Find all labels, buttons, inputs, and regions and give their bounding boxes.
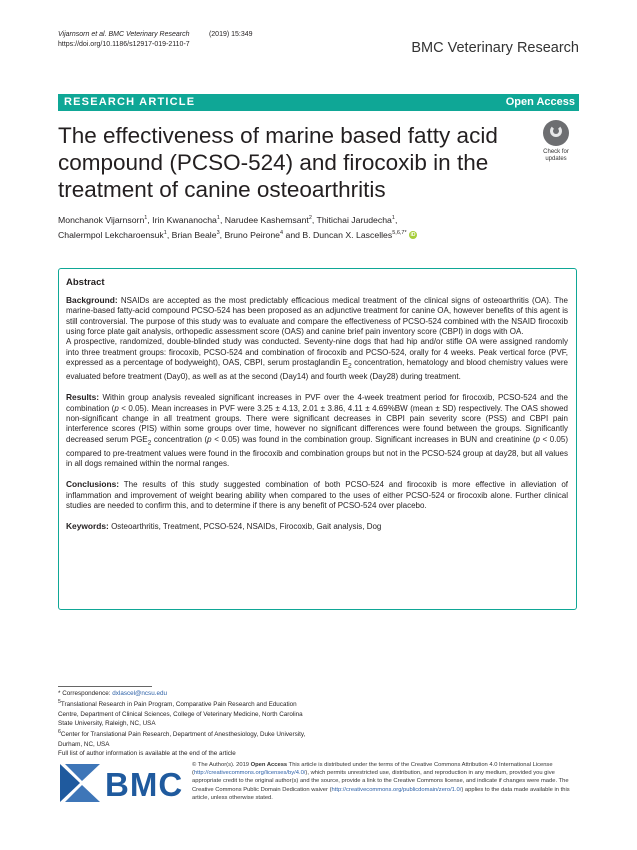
results-text-d: < 0.05) was found in the combination group. Significant increases in BUN and creatinine ( (211, 434, 536, 444)
author-list: Monchanok Vijarnsorn$^1$, Irin Kwananocha$^1$, Narudee Kashemsant$^2$, Thitichai Jarudecha$^1$, Chalermpol Lekcharoensuk$^1$, Brian Beale$^3$, Bruno Peirone$^4$ and B. Duncan X. Lascelles$^{5,6,7*}$ iD (58, 214, 416, 240)
keywords-label: Keywords: (66, 521, 109, 532)
author-affiliation: 4 (280, 229, 284, 236)
citation-header (58, 30, 253, 50)
citation-authors: Vijarnsorn et al. BMC Veterinary Research (58, 31, 190, 38)
author-name[interactable]: Thitichai Jarudecha (316, 214, 392, 225)
abstract-body (66, 295, 568, 533)
affiliation-number: 6 (58, 729, 61, 736)
p-value-symbol: p (114, 403, 119, 413)
copyright-text: © The Author(s). 2019 (192, 762, 251, 768)
open-access-label: Open Access (505, 96, 575, 108)
cc-zero-link[interactable]: http://creativecommons.org/publicdomain/zero/1.0/ (331, 786, 462, 793)
conclusions-text: The results of this study suggested combination of both PCSO-524 and firocoxib is more effective in alleviation of inflammation and improvement of weight bearing ability when compared to the uses of either PCSO-524 or firocoxib alone. Further clinical studies are needed to confirm this, and to determine if there is any benefit of PCSO-524 over placebo. (66, 480, 568, 511)
bmc-logo (58, 762, 193, 804)
background-label: Background: (66, 295, 118, 305)
results-subscript: 2 (147, 439, 152, 447)
author-name[interactable]: B. Duncan X. Lascelles (302, 229, 393, 240)
abstract-conclusions (66, 479, 568, 511)
author-affiliation: 1 (216, 215, 220, 221)
author-affiliation: 5,6,7* (392, 229, 407, 236)
abstract-background (66, 295, 568, 337)
crossmark-icon (543, 120, 569, 146)
crossmark-line2: updates (545, 156, 567, 162)
author-name[interactable]: Narudee Kashemsant (224, 214, 309, 225)
author-name[interactable]: Brian Beale (171, 229, 217, 240)
results-label: Results: (66, 392, 100, 403)
orcid-icon[interactable]: iD (410, 232, 416, 239)
results-text-c: concentration ( (151, 434, 208, 444)
affiliation-5: Translational Research in Pain Program, Comparative Pain Research and Education Centre, Department of Clinical Sciences, College of Veterinary Medicine, North Carolina State University, Raleigh, NC, USA (58, 701, 303, 727)
methods-text-b: concentration, hematology and blood chemistry values were evaluated before treatment (Day0), as well as at the second (Day14) and fourth week (Day28) during treatment. (66, 358, 568, 381)
methods-text-a: A prospective, randomized, double-blinded study was conducted. Seventy-nine dogs that had hip and/or stifle OA were assigned randomly into three treatment groups: firocoxib, PCSO-524 and combination of firocoxib and PCSO-524, orally for 4 weeks. Peak vertical force (PVF, expressed as a percentage of bodyweight), OAS, CBPI, serum prostaglandin E (66, 337, 568, 368)
abstract-methods (66, 337, 568, 382)
crossmark-line1: Check for (543, 149, 569, 155)
results-text-a: Within group analysis revealed significant increases in PVF over the 4-week treatment period for firocoxib, PCSO-524 and the combination ( (66, 393, 568, 413)
results-text-e: < 0.05) compared to pre-treatment values were found in the firocoxib and combination groups but not in the PCSO-524 group at day28, but all values in all dogs remained within the normal ranges. (66, 434, 568, 468)
license-text-3: ) applies to the data made available in this article, unless otherwise stated. (192, 786, 570, 801)
author-affiliation: 3 (216, 229, 220, 236)
footnote-divider (58, 686, 152, 687)
author-name[interactable]: Chalermpol Lekcharoensuk (58, 229, 164, 240)
article-type: RESEARCH ARTICLE (64, 96, 196, 108)
abstract-results (66, 392, 568, 469)
footnotes (58, 689, 308, 758)
abstract-box (58, 268, 577, 610)
bmc-logo-text: BMC (105, 766, 184, 803)
author-name[interactable]: Bruno Peirone (224, 229, 281, 240)
author-name[interactable]: Monchanok Vijarnsorn (58, 214, 145, 225)
correspondence-email-link[interactable]: dxlascel@ncsu.edu (112, 690, 167, 697)
article-title: The effectiveness of marine based fatty acid compound (PCSO-524) and firocoxib in the treatment of canine osteoarthritis (58, 123, 498, 202)
correspondence-label: * Correspondence: (58, 690, 113, 697)
citation-volume: (2019) 15:349 (208, 31, 253, 38)
p-value-symbol: p (207, 434, 212, 444)
cc-by-license-link[interactable]: http://creativecommons.org/licenses/by/4.0/ (193, 770, 306, 777)
author-affiliation: 1 (391, 215, 395, 221)
check-for-updates-button[interactable] (534, 120, 578, 164)
open-access-bold: Open Access (250, 762, 288, 768)
background-text: NSAIDs are accepted as the most predictably efficacious medical treatment of the clinical signs of osteoarthritis (OA). The marine-based fatty-acid compound PCSO-524 has been proposed as an adjunctive treatment for canine OA, however benefits of this agent is still controversial. The purpose of this study was to evaluate and compare the effectiveness of PCSO-524 combined with the NSAID firocoxib using force plate gait analysis, orthopedic assessment score (OAS) and canine brief pain inventory score (CBPI) in dogs with OA. (66, 296, 568, 337)
article-type-banner (58, 94, 579, 111)
conclusions-label: Conclusions: (66, 479, 120, 490)
author-name[interactable]: Irin Kwananocha (152, 214, 217, 225)
keywords-text: Osteoarthritis, Treatment, PCSO-524, NSAIDs, Firocoxib, Gait analysis, Dog (111, 522, 382, 532)
affiliation-6: Center for Translational Pain Research, Department of Anesthesiology, Duke University, Durham, NC, USA (58, 731, 306, 748)
author-affiliation: 1 (163, 229, 167, 236)
methods-subscript: 2 (347, 362, 352, 370)
doi-link[interactable]: https://doi.org/10.1186/s12917-019-2110-7 (58, 41, 190, 48)
journal-name: BMC Veterinary Research (411, 40, 579, 56)
affiliation-number: 5 (58, 699, 61, 706)
results-text-b: < 0.05). Mean increases in PVF were 3.25 ± 4.13, 2.01 ± 3.86, 4.11 ± 4.69%BW (mean ± SD) respectively. The OAS showed non-significant change in all treatment groups. There were significant decreases in CBPI pain severity score (PSS) and CBPI pain interference scores (PIS) within some groups over time, however no significant differences were found between the groups. Significantly decreased serum PGE (66, 403, 569, 444)
license-statement (192, 761, 582, 802)
author-affiliation: 1 (144, 215, 148, 221)
license-text-2: ), which permits unrestricted use, distribution, and reproduction in any medium, provided you give appropriate credit to the original author(s) and the source, provide a link to the Creative Commons license, and indicate if changes were made. The Creative Commons Public Domain Dedication waiver ( (192, 770, 569, 793)
p-value-symbol: p (535, 434, 540, 444)
abstract-heading: Abstract (66, 277, 105, 288)
abstract-keywords (66, 521, 568, 532)
author-affiliation: 2 (308, 215, 312, 221)
bmc-logo-icon (58, 762, 102, 804)
license-text-1: This article is distributed under the terms of the Creative Commons Attribution 4.0 International License ( (192, 762, 553, 777)
full-author-info-note: Full list of author information is available at the end of the article (58, 749, 236, 757)
